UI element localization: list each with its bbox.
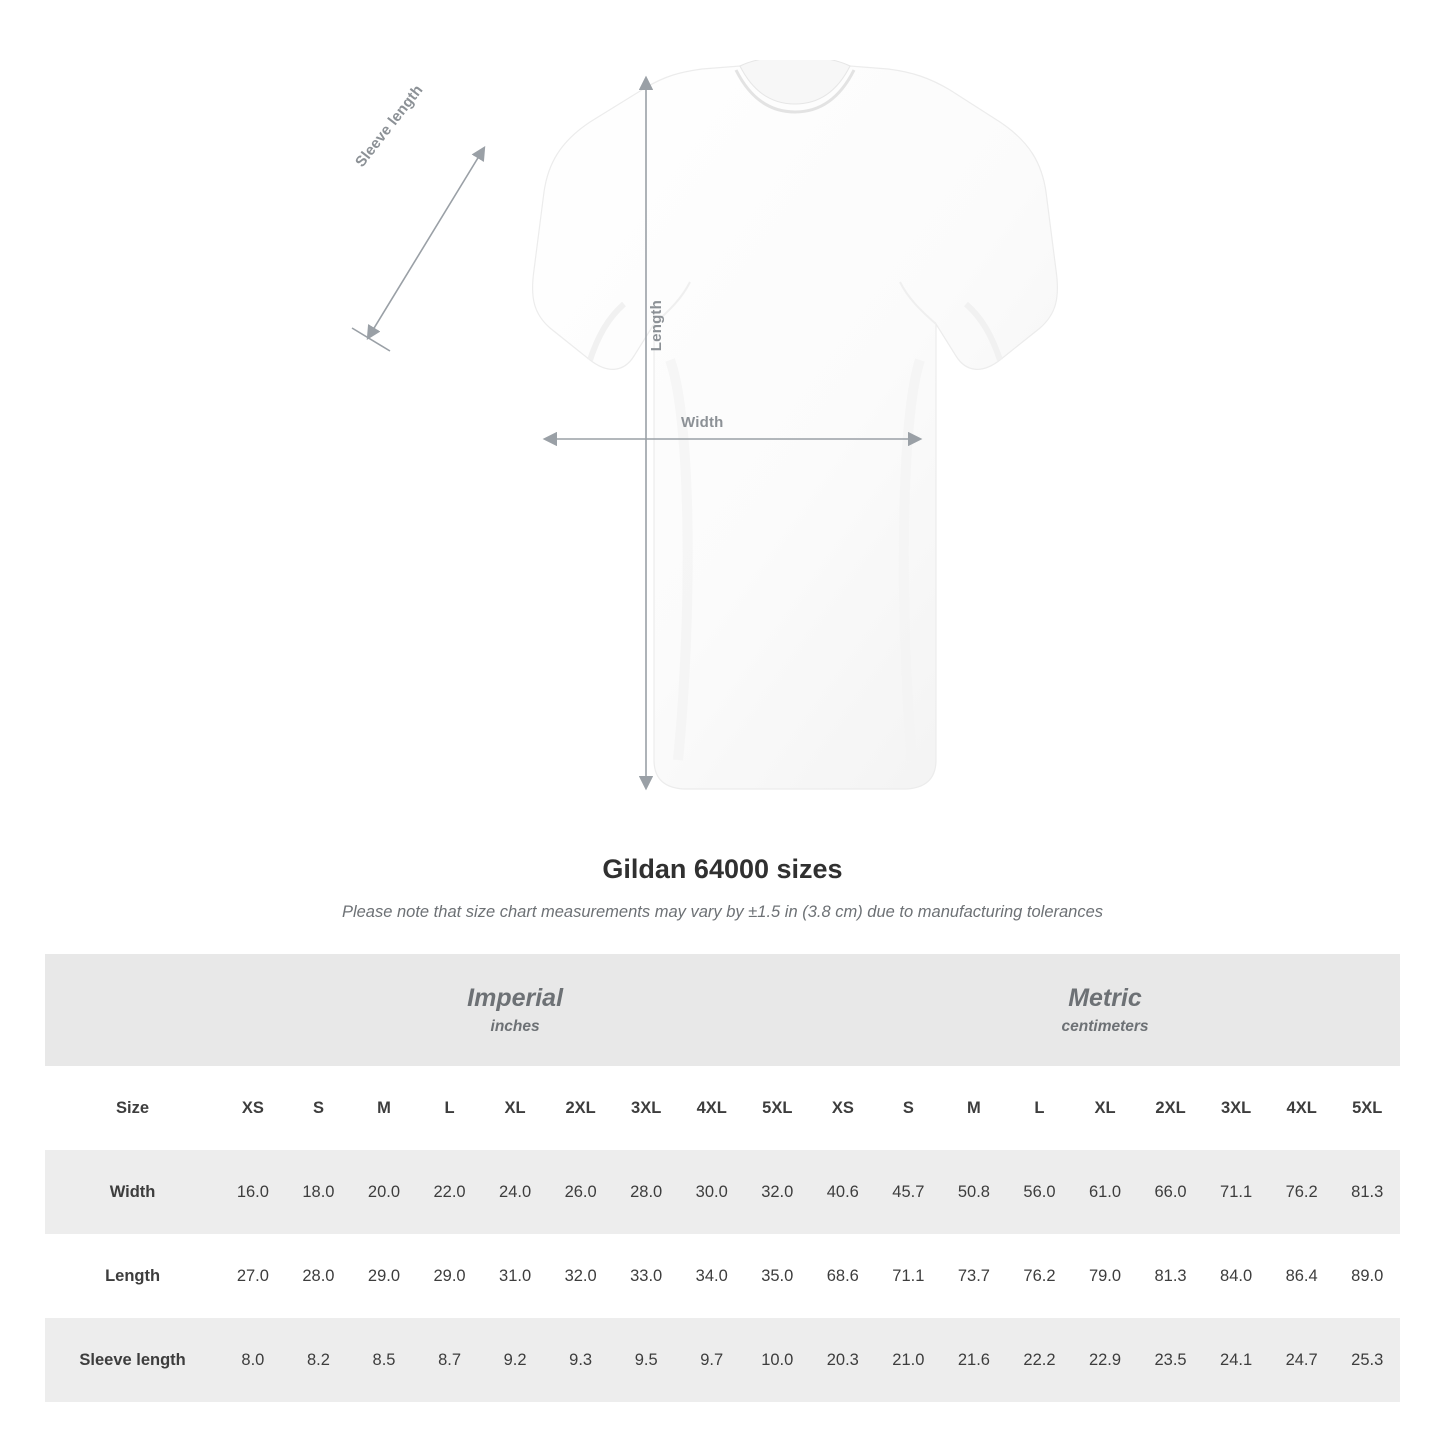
cell-sleeve-metric-4xl: 24.7 <box>1269 1318 1335 1402</box>
cell-size-metric-5xl: 5XL <box>1334 1066 1400 1150</box>
cell-length-imperial-3xl: 33.0 <box>613 1234 679 1318</box>
tolerance-note: Please note that size chart measurements may vary by ±1.5 in (3.8 cm) due to manufacturing tolerances <box>341 903 1104 921</box>
row-label-length: Length <box>45 1234 220 1318</box>
cell-width-imperial-m: 20.0 <box>351 1150 417 1234</box>
page-title: Gildan 64000 sizes <box>602 854 843 884</box>
cell-width-imperial-s: 18.0 <box>286 1150 352 1234</box>
cell-length-metric-4xl: 86.4 <box>1269 1234 1335 1318</box>
cell-width-imperial-4xl: 30.0 <box>679 1150 745 1234</box>
cell-length-metric-xl: 79.0 <box>1072 1234 1138 1318</box>
cell-size-metric-l: L <box>1007 1066 1073 1150</box>
table-row-width <box>45 1150 1400 1234</box>
cell-sleeve-imperial-m: 8.5 <box>351 1318 417 1402</box>
cell-sleeve-imperial-3xl: 9.5 <box>613 1318 679 1402</box>
row-label-sleeve-length: Sleeve length <box>45 1318 220 1402</box>
cell-sleeve-metric-xs: 20.3 <box>810 1318 876 1402</box>
cell-sleeve-imperial-2xl: 9.3 <box>548 1318 614 1402</box>
cell-sleeve-imperial-4xl: 9.7 <box>679 1318 745 1402</box>
cell-size-imperial-2xl: 2XL <box>548 1066 614 1150</box>
cell-length-metric-5xl: 89.0 <box>1334 1234 1400 1318</box>
metric-unit-header <box>810 954 1400 1066</box>
cell-sleeve-metric-s: 21.0 <box>876 1318 942 1402</box>
cell-length-metric-s: 71.1 <box>876 1234 942 1318</box>
cell-size-imperial-l: L <box>417 1066 483 1150</box>
cell-length-imperial-2xl: 32.0 <box>548 1234 614 1318</box>
cell-width-imperial-xl: 24.0 <box>482 1150 548 1234</box>
cell-width-metric-4xl: 76.2 <box>1269 1150 1335 1234</box>
cell-width-metric-xl: 61.0 <box>1072 1150 1138 1234</box>
cell-size-metric-4xl: 4XL <box>1269 1066 1335 1150</box>
cell-length-metric-2xl: 81.3 <box>1138 1234 1204 1318</box>
cell-size-imperial-m: M <box>351 1066 417 1150</box>
cell-sleeve-metric-m: 21.6 <box>941 1318 1007 1402</box>
cell-width-metric-m: 50.8 <box>941 1150 1007 1234</box>
cell-length-metric-3xl: 84.0 <box>1203 1234 1269 1318</box>
cell-width-metric-s: 45.7 <box>876 1150 942 1234</box>
cell-width-imperial-2xl: 26.0 <box>548 1150 614 1234</box>
cell-size-imperial-4xl: 4XL <box>679 1066 745 1150</box>
cell-size-metric-xs: XS <box>810 1066 876 1150</box>
cell-width-metric-3xl: 71.1 <box>1203 1150 1269 1234</box>
cell-sleeve-metric-xl: 22.9 <box>1072 1318 1138 1402</box>
width-dimension-label: Width <box>681 414 724 431</box>
size-chart-table <box>45 954 1400 1402</box>
cell-size-imperial-5xl: 5XL <box>745 1066 811 1150</box>
cell-width-metric-xs: 40.6 <box>810 1150 876 1234</box>
cell-sleeve-metric-l: 22.2 <box>1007 1318 1073 1402</box>
unit-header-spacer <box>45 954 220 1066</box>
cell-width-imperial-xs: 16.0 <box>220 1150 286 1234</box>
cell-width-imperial-l: 22.0 <box>417 1150 483 1234</box>
cell-size-metric-s: S <box>876 1066 942 1150</box>
imperial-unit-name: Imperial <box>467 984 564 1013</box>
cell-sleeve-imperial-l: 8.7 <box>417 1318 483 1402</box>
cell-length-imperial-m: 29.0 <box>351 1234 417 1318</box>
cell-size-metric-2xl: 2XL <box>1138 1066 1204 1150</box>
cell-size-metric-m: M <box>941 1066 1007 1150</box>
cell-length-imperial-l: 29.0 <box>417 1234 483 1318</box>
length-dimension-label: Length <box>648 300 665 352</box>
cell-size-imperial-3xl: 3XL <box>613 1066 679 1150</box>
row-label-width: Width <box>45 1150 220 1234</box>
cell-length-imperial-xl: 31.0 <box>482 1234 548 1318</box>
cell-size-imperial-xl: XL <box>482 1066 548 1150</box>
imperial-unit-header <box>220 954 810 1066</box>
cell-length-metric-l: 76.2 <box>1007 1234 1073 1318</box>
unit-header-row <box>45 954 1400 1066</box>
metric-unit-name: Metric <box>1068 984 1142 1013</box>
cell-length-imperial-5xl: 35.0 <box>745 1234 811 1318</box>
table-row-length <box>45 1234 1400 1318</box>
row-label-size: Size <box>45 1066 220 1150</box>
cell-sleeve-metric-5xl: 25.3 <box>1334 1318 1400 1402</box>
cell-sleeve-imperial-s: 8.2 <box>286 1318 352 1402</box>
size-table-wrapper <box>45 954 1400 1402</box>
cell-sleeve-imperial-xl: 9.2 <box>482 1318 548 1402</box>
cell-width-metric-2xl: 66.0 <box>1138 1150 1204 1234</box>
sleeve-length-dimension-label: Sleeve length <box>352 81 427 171</box>
imperial-unit-sub: inches <box>490 1017 540 1035</box>
cell-sleeve-metric-3xl: 24.1 <box>1203 1318 1269 1402</box>
cell-width-metric-5xl: 81.3 <box>1334 1150 1400 1234</box>
table-row-size <box>45 1066 1400 1150</box>
cell-size-metric-xl: XL <box>1072 1066 1138 1150</box>
cell-width-imperial-3xl: 28.0 <box>613 1150 679 1234</box>
cell-width-imperial-5xl: 32.0 <box>745 1150 811 1234</box>
cell-sleeve-imperial-xs: 8.0 <box>220 1318 286 1402</box>
metric-unit-sub: centimeters <box>1061 1017 1149 1035</box>
cell-size-imperial-xs: XS <box>220 1066 286 1150</box>
cell-size-imperial-s: S <box>286 1066 352 1150</box>
cell-size-metric-3xl: 3XL <box>1203 1066 1269 1150</box>
table-row-sleeve-length <box>45 1318 1400 1402</box>
cell-width-metric-l: 56.0 <box>1007 1150 1073 1234</box>
cell-sleeve-metric-2xl: 23.5 <box>1138 1318 1204 1402</box>
cell-length-metric-m: 73.7 <box>941 1234 1007 1318</box>
cell-length-imperial-s: 28.0 <box>286 1234 352 1318</box>
cell-length-imperial-4xl: 34.0 <box>679 1234 745 1318</box>
cell-length-imperial-xs: 27.0 <box>220 1234 286 1318</box>
cell-length-metric-xs: 68.6 <box>810 1234 876 1318</box>
cell-sleeve-imperial-5xl: 10.0 <box>745 1318 811 1402</box>
